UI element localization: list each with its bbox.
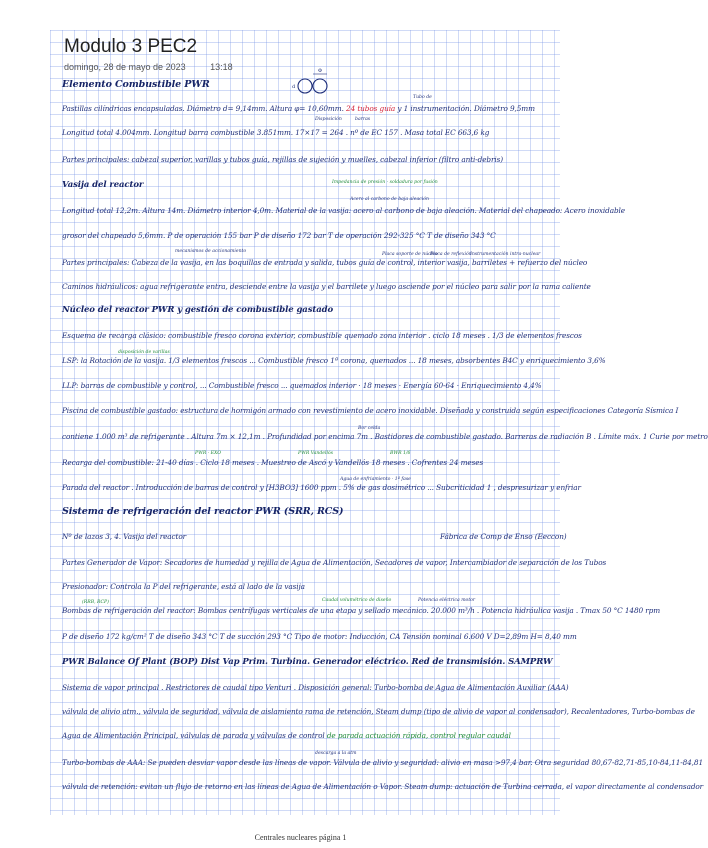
note-rod-layout: disposición de varillas	[118, 350, 170, 355]
note-tube: Tubo de	[413, 95, 432, 100]
note-line-main-steam: Sistema de vapor principal . Restrictores de caudal tipo Venturi . Disposición general: Turbo-bomba de Agua de Alimentación Auxiliar (AAA)	[62, 683, 569, 692]
sketch-label-phi: Φ	[318, 68, 323, 74]
note-pwr-exo: PWR · EXO	[195, 451, 221, 456]
note-vessel-weld: Impedancia de presión · soldadura por fusión	[332, 180, 438, 185]
note-drive-mechanisms: mecanismos de accionamiento	[175, 249, 247, 254]
note-line-pool-details: contiene 1.000 m³ de refrigerante . Altura 7m × 12,1m . Profundidad por encima 7m . Bastidores de combustible gastado. Barreras de radiación B . Límite máx. 1 Curie por metro	[62, 432, 708, 441]
note-line-reload-scheme: Esquema de recarga clásico: combustible fresco corona exterior, combustible quemado zona interior . ciclo 18 meses . 1/3 de elementos frescos	[62, 331, 582, 340]
note-incore-instr: Instrumentación intra-nuclear	[470, 252, 541, 257]
note-line-feedwater: Agua de Alimentación Principal, válvulas de parada y válvulas de control de parada actuación rápida, control regular caudal	[62, 731, 511, 740]
note-line-factory: Fábrica de Comp de Enso (Eeccon)	[440, 532, 567, 541]
note-line-check-valves: válvula de retención: evitan un flujo de retorno en las líneas de Agua de Alimentación o Vapor. Steam dump: actuación de Turbina cerrada, el vapor directamente al condensador	[62, 782, 704, 791]
note-rrb-rcp: (RRB, RCP)	[82, 600, 109, 605]
note-line-valves: válvula de alivio atm., válvula de seguridad, válvula de aislamiento rama de retención, Steam dump (tipo de alivio de vapor al condensador), Recalentadores, Turbo-bombas de	[62, 707, 695, 716]
note-boron-cell: Bor celda	[358, 426, 381, 431]
note-line-spent-pool: Piscina de combustible gastado: estructura de hormigón armado con revestimiento de acero inoxidable. Diseñada y construida según especificaciones Categoría Sísmica I	[62, 406, 679, 415]
note-line-llp: LLP: barras de combustible y control, ... Combustible fresco ... quemados interior · 18 meses · Energía 60-64 · Enriquecimiento 4,4%	[62, 381, 542, 390]
grid-paper	[50, 30, 708, 815]
note-bwr: BWR 1/6	[390, 451, 411, 456]
note-line-shutdown: Parada del reactor . Introducción de barras de control y [H3BO3] 1600 ppm . 5% de gas dosimétrico ... Subcriticidad 1 , despresurizar y enfriar	[62, 483, 581, 492]
note-line-pumps: Bombas de refrigeración del reactor: Bombas centrífugas verticales de una etapa y sellado mecánico. 20.000 m³/h . Potencia hidráulica vasija . Tmax 50 °C 1480 rpm	[62, 606, 661, 615]
note-line-main-parts: Partes principales: cabezal superior, varillas y tubos guía, rejillas de sujeción y muelles, cabezal inferior (filtro anti-debris)	[62, 155, 504, 164]
note-line-refueling: Recarga del combustible: 21-40 días . Ciclo 18 meses . Muestreo de Ascó y Vandellós 18 meses . Cofrentes 24 meses	[62, 458, 484, 467]
heading-core-management: Núcleo del reactor PWR y gestión de combustible gastado	[62, 305, 334, 315]
note-motor-power: Potencia eléctrica motor	[418, 598, 476, 603]
note-line-aux-pumps: Turbo-bombas de AAA: Se pueden desviar vapor desde las líneas de vapor. Válvula de alivio y seguridad: alivio en masa >97,4 bar. Otra seguridad 80,67-82,71-85,10-84,11-84,81	[62, 758, 703, 767]
page-date: domingo, 28 de mayo de 2023	[64, 62, 186, 72]
heading-cooling-system: Sistema de refrigeración del reactor PWR (SRR, RCS)	[62, 506, 344, 517]
note-line-vessel-parts: Partes principales: Cabeza de la vasija, en las boquillas de entrada y salida, tubos guía de control, interior vasija, barriletes + refuerzo del núcleo	[62, 258, 588, 267]
note-line-vessel-dims: Longitud total 12,2m. Altura 14m. Diámetro interior 4,0m. Material de la vasija: acero al carbono de baja aleación. Material del chapeado: Acero inoxidable	[62, 206, 625, 215]
note-atm-discharge: descarga a la atm	[315, 751, 357, 756]
page-datetime	[64, 62, 233, 72]
note-line-lsp: LSP: la Rotación de la vasija. 1/3 elementos frescos ... Combustible fresco 1ª corona, quemados ... 18 meses, absorbentes B4C y enriquecimiento 3,6%	[62, 356, 606, 365]
note-line-vessel-pressure: grosor del chapeado 5,6mm. P de operación 155 bar P de diseño 172 bar T de operación 292-325 °C T de diseño 343 °C	[62, 231, 496, 240]
heading-reactor-vessel: Vasija del reactor	[62, 180, 144, 190]
heading-fuel-element: Elemento Combustible PWR	[62, 79, 210, 90]
page-title: Modulo 3 PEC2	[64, 36, 198, 57]
note-line-steam-generator: Partes Generador de Vapor: Secadores de humedad y rejilla de Agua de Alimentación, Secadores de vapor, Intercambiador de separación de los Tubos	[62, 558, 607, 567]
note-cooling-water: Agua de enfriamiento · 1ª fase	[340, 477, 411, 482]
note-core-plate: Placa soporte de núcleo	[382, 252, 438, 257]
note-line-flow-paths: Caminos hidráulicos: agua refrigerante entra, desciende entre la vasija y el barrilete y luego asciende por el núcleo para salir por la rama caliente	[62, 282, 591, 291]
note-line-pressurizer: Presionador: Controla la P del refrigerante, está al lado de la vasija	[62, 582, 305, 591]
highlight-fast-stop: de parada actuación rápida, control regular caudal	[326, 731, 511, 740]
note-design-flow: Caudal volumétrico de diseño	[322, 598, 392, 603]
page-footer: Centrales nucleares página 1	[254, 833, 347, 842]
heading-balance-of-plant: PWR Balance Of Plant (BOP) Dist Vap Prim. Turbina. Generador eléctrico. Red de transmisión. SAMPRW	[62, 657, 553, 667]
page-time: 13:18	[210, 62, 233, 72]
note-vessel-steel: Acero al carbono de baja aleación	[350, 197, 429, 202]
note-line-pump-specs: P de diseño 172 kg/cm² T de diseño 343 °C T de succión 293 °C Tipo de motor: Inducción, CA Tensión nominal 6.600 V D=2,89m H= 8,40 mm	[62, 632, 577, 641]
note-disposition: Disposición	[315, 117, 342, 122]
note-rods: barras	[355, 117, 371, 122]
note-line-length: Longitud total 4.004mm. Longitud barra combustible 3.851mm. 17×17 = 264 . nº de EC 157 . Masa total EC 663,6 kg	[62, 128, 490, 137]
sketch-label-d: d	[292, 84, 296, 90]
note-line-loops: Nº de lazos 3, 4. Vasija del reactor	[62, 532, 187, 541]
note-pwr-vandellos: PWR Vandellós	[298, 451, 334, 456]
highlight-guide-tubes: 24 tubos guía	[346, 104, 396, 113]
note-line-pellets: Pastillas cilíndricas encapsuladas. Diámetro d= 9,14mm. Altura φ= 10,60mm. 24 tubos guía y 1 instrumentación. Diámetro 9,5mm	[62, 104, 535, 113]
note-reflection-plate: Placa de reflexión	[430, 252, 472, 257]
